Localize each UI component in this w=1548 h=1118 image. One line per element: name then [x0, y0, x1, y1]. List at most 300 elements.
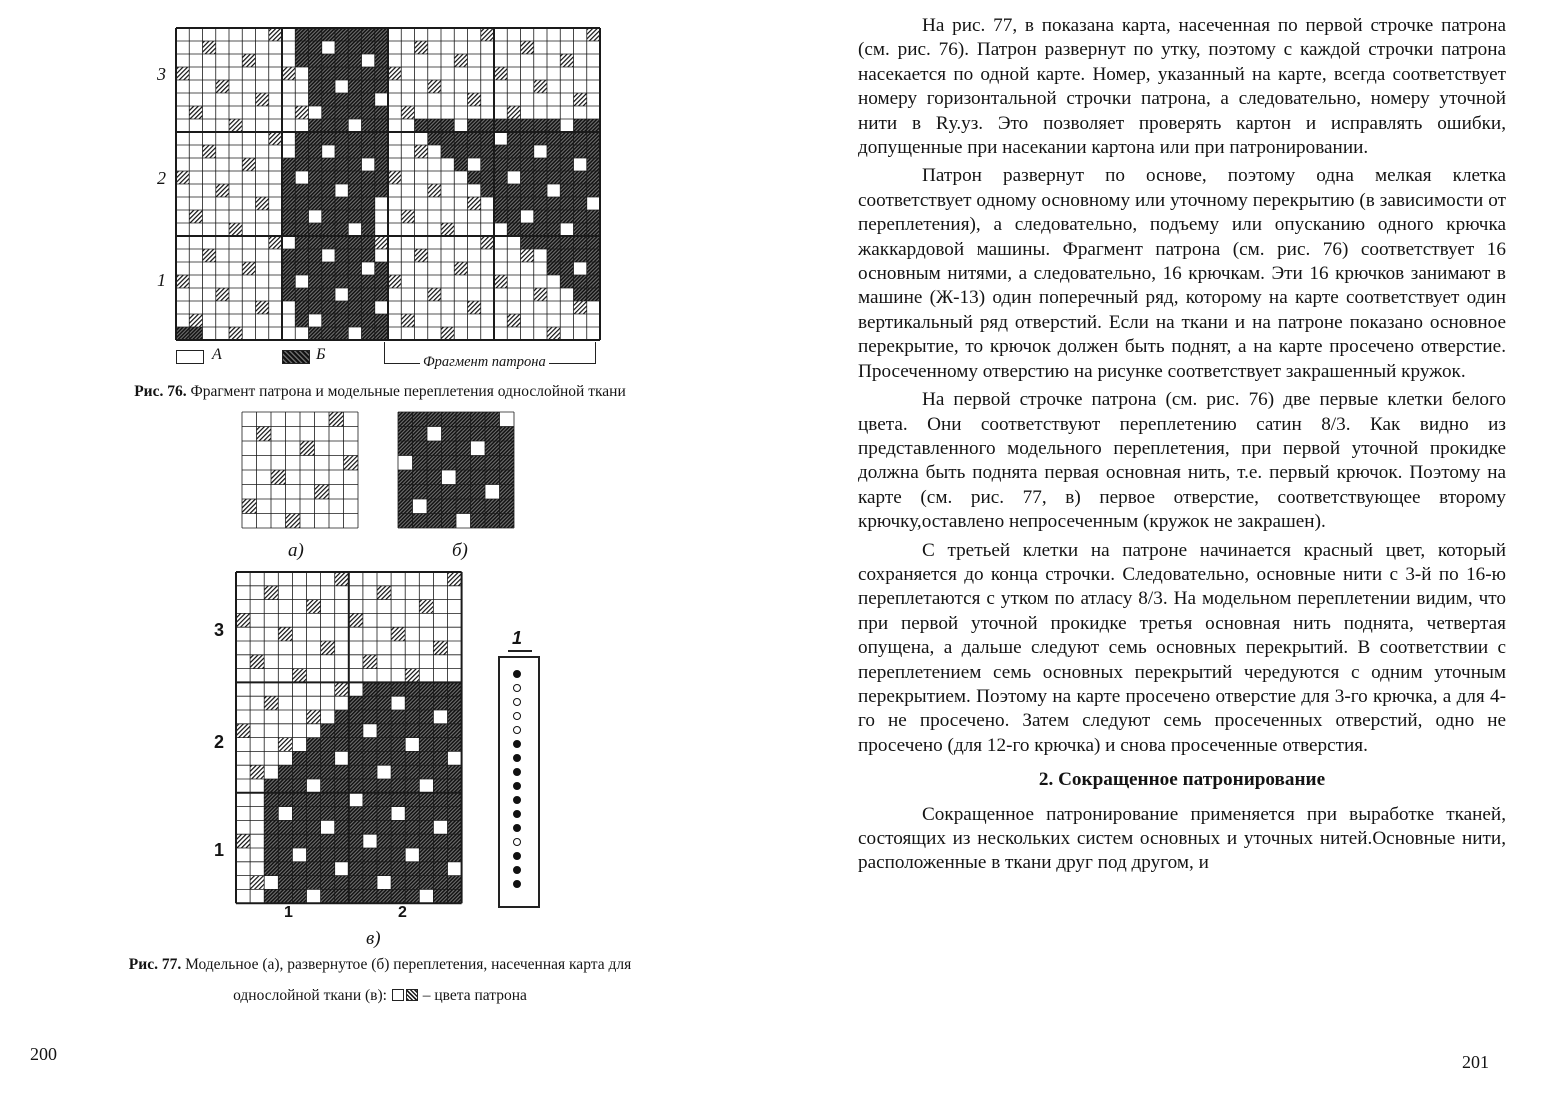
page-number-right: 201 — [1462, 1052, 1489, 1072]
dark-cell — [307, 751, 321, 765]
dark-cell — [560, 132, 573, 145]
dark-cell — [448, 738, 462, 752]
dark-cell — [471, 470, 486, 485]
dark-cell — [433, 779, 447, 793]
dark-cell — [309, 223, 322, 236]
dark-cell — [433, 724, 447, 738]
dark-cell — [295, 28, 308, 41]
dark-cell — [322, 275, 335, 288]
hatched-cell — [388, 171, 401, 184]
dark-cell — [448, 793, 462, 807]
dark-cell — [494, 197, 507, 210]
dark-cell — [295, 288, 308, 301]
dark-cell — [322, 210, 335, 223]
dark-cell — [309, 184, 322, 197]
hatched-cell — [433, 641, 447, 655]
fig77-col-label-2: 2 — [398, 904, 407, 921]
dark-cell — [363, 738, 377, 752]
dark-cell — [282, 184, 295, 197]
dark-cell — [335, 738, 349, 752]
hatched-cell — [335, 572, 349, 586]
dark-cell — [433, 696, 447, 710]
paragraph-5: Сокращенное патронирование применяется при выработке тканей, состоящих из нескольких систем основных и уточных нитей.Основные нити, расположенные в ткани друг под другом, и — [858, 803, 1506, 874]
dark-cell — [362, 288, 375, 301]
dark-cell — [405, 724, 419, 738]
dark-cell — [322, 80, 335, 93]
dark-cell — [587, 171, 600, 184]
dark-cell — [500, 499, 515, 514]
hatched-cell — [269, 236, 282, 249]
hatched-cell — [242, 499, 257, 514]
dark-cell — [292, 820, 306, 834]
dark-cell — [375, 119, 388, 132]
dark-cell — [534, 223, 547, 236]
dark-cell — [322, 119, 335, 132]
dark-cell — [307, 738, 321, 752]
fig76-row-label-2: 2 — [157, 168, 166, 188]
dark-cell — [278, 834, 292, 848]
hatched-cell — [468, 301, 481, 314]
dark-cell — [427, 499, 442, 514]
dark-cell — [362, 93, 375, 106]
dark-cell — [309, 28, 322, 41]
dark-cell — [375, 327, 388, 340]
hatched-cell — [415, 249, 428, 262]
dark-cell — [335, 67, 348, 80]
dark-cell — [574, 197, 587, 210]
dark-cell — [405, 876, 419, 890]
dark-cell — [485, 470, 500, 485]
dark-cell — [468, 132, 481, 145]
hatched-cell — [242, 262, 255, 275]
hatched-cell — [321, 641, 335, 655]
hatched-cell — [454, 54, 467, 67]
dark-cell — [321, 738, 335, 752]
dark-cell — [335, 171, 348, 184]
hatched-cell — [257, 427, 272, 442]
dark-cell — [264, 862, 278, 876]
dark-cell — [427, 456, 442, 471]
dark-cell — [574, 275, 587, 288]
punched-hole — [513, 740, 521, 748]
dark-cell — [282, 158, 295, 171]
dark-cell — [485, 412, 500, 427]
punched-hole — [513, 754, 521, 762]
dark-cell — [500, 427, 515, 442]
dark-cell — [433, 889, 447, 903]
hatched-cell — [307, 710, 321, 724]
dark-cell — [547, 249, 560, 262]
dark-cell — [335, 848, 349, 862]
dark-cell — [419, 751, 433, 765]
hatched-cell — [481, 28, 494, 41]
dark-cell — [587, 275, 600, 288]
dark-cell — [391, 765, 405, 779]
dark-cell — [362, 28, 375, 41]
dark-cell — [282, 275, 295, 288]
dark-cell — [292, 765, 306, 779]
dark-cell — [391, 876, 405, 890]
dark-cell — [282, 210, 295, 223]
hatched-cell — [256, 93, 269, 106]
hatched-cell — [401, 210, 414, 223]
dark-cell — [282, 223, 295, 236]
card-label-underline — [508, 650, 532, 652]
dark-cell — [587, 288, 600, 301]
dark-cell — [321, 862, 335, 876]
dark-cell — [560, 171, 573, 184]
fragment-label: Фрагмент патрона — [420, 354, 549, 371]
dark-cell — [405, 682, 419, 696]
hatched-cell — [176, 67, 189, 80]
card-label: 1 — [512, 628, 523, 648]
dark-cell — [278, 862, 292, 876]
dark-cell — [295, 210, 308, 223]
dark-cell — [335, 41, 348, 54]
hatched-cell — [292, 669, 306, 683]
unpunched-hole — [513, 726, 521, 734]
dark-cell — [349, 779, 363, 793]
dark-cell — [481, 145, 494, 158]
hatched-cell — [329, 412, 344, 427]
dark-cell — [574, 249, 587, 262]
dark-cell — [433, 848, 447, 862]
hatched-cell — [229, 223, 242, 236]
dark-cell — [448, 724, 462, 738]
fig76-pattern-grid — [176, 28, 600, 340]
dark-cell — [507, 145, 520, 158]
dark-cell — [335, 820, 349, 834]
dark-cell — [500, 441, 515, 456]
dark-cell — [335, 197, 348, 210]
dark-cell — [292, 751, 306, 765]
dark-cell — [348, 54, 361, 67]
fig77-row-label-3: 3 — [214, 620, 225, 640]
fig77-caption-prefix: Рис. 77. — [128, 956, 182, 973]
dark-cell — [322, 158, 335, 171]
dark-cell — [433, 807, 447, 821]
punched-hole — [513, 670, 521, 678]
dark-cell — [335, 145, 348, 158]
dark-cell — [398, 514, 413, 529]
hatched-cell — [189, 314, 202, 327]
dark-cell — [398, 499, 413, 514]
hatched-cell — [415, 41, 428, 54]
dark-cell — [456, 499, 471, 514]
dark-cell — [547, 236, 560, 249]
dark-cell — [419, 807, 433, 821]
dark-cell — [335, 765, 349, 779]
dark-cell — [442, 427, 457, 442]
dark-cell — [349, 876, 363, 890]
hatched-cell — [388, 275, 401, 288]
dark-cell — [413, 485, 428, 500]
dark-cell — [292, 862, 306, 876]
dark-cell — [560, 210, 573, 223]
dark-cell — [485, 514, 500, 529]
hatched-cell — [203, 249, 216, 262]
dark-cell — [448, 779, 462, 793]
dark-cell — [375, 67, 388, 80]
dark-cell — [391, 862, 405, 876]
dark-cell — [391, 848, 405, 862]
punched-hole — [513, 768, 521, 776]
dark-cell — [363, 696, 377, 710]
dark-cell — [427, 470, 442, 485]
hatched-cell — [388, 67, 401, 80]
dark-cell — [295, 262, 308, 275]
dark-cell — [574, 236, 587, 249]
dark-cell — [375, 145, 388, 158]
dark-cell — [363, 876, 377, 890]
dark-cell — [348, 236, 361, 249]
dark-cell — [295, 145, 308, 158]
fragment-bracket-right-tick — [595, 342, 596, 364]
dark-cell — [375, 132, 388, 145]
dark-cell — [547, 223, 560, 236]
dark-cell — [335, 119, 348, 132]
dark-cell — [362, 80, 375, 93]
dark-cell — [448, 876, 462, 890]
dark-cell — [521, 236, 534, 249]
dark-cell — [521, 158, 534, 171]
dark-cell — [278, 889, 292, 903]
hatched-cell — [264, 696, 278, 710]
dark-cell — [375, 314, 388, 327]
dark-cell — [481, 171, 494, 184]
dark-cell — [587, 210, 600, 223]
dark-cell — [427, 441, 442, 456]
fig76-caption-text: Фрагмент патрона и модельные переплетения однослойной ткани — [190, 383, 626, 400]
dark-cell — [307, 848, 321, 862]
dark-cell — [362, 210, 375, 223]
dark-cell — [309, 93, 322, 106]
dark-cell — [560, 262, 573, 275]
dark-cell — [362, 132, 375, 145]
dark-cell — [419, 848, 433, 862]
dark-cell — [335, 158, 348, 171]
dark-cell — [295, 197, 308, 210]
hatched-cell — [391, 627, 405, 641]
dark-cell — [309, 236, 322, 249]
dark-cell — [335, 275, 348, 288]
hatched-cell — [335, 682, 349, 696]
dark-cell — [391, 724, 405, 738]
dark-cell — [391, 834, 405, 848]
dark-cell — [375, 41, 388, 54]
dark-cell — [574, 210, 587, 223]
dark-cell — [507, 223, 520, 236]
fig77-row-label-2: 2 — [214, 732, 225, 752]
punched-hole — [513, 824, 521, 832]
dark-cell — [547, 132, 560, 145]
hatched-cell — [242, 54, 255, 67]
dark-cell — [321, 876, 335, 890]
dark-cell — [295, 54, 308, 67]
fig77-col-label-1: 1 — [284, 904, 293, 921]
dark-cell — [419, 724, 433, 738]
dark-cell — [363, 779, 377, 793]
dark-cell — [481, 119, 494, 132]
dark-cell — [335, 779, 349, 793]
dark-cell — [349, 834, 363, 848]
dark-cell — [309, 327, 322, 340]
dark-cell — [335, 807, 349, 821]
dark-cell — [427, 485, 442, 500]
dark-cell — [442, 441, 457, 456]
hatched-cell — [216, 184, 229, 197]
dark-cell — [322, 327, 335, 340]
dark-cell — [456, 441, 471, 456]
hatched-cell — [300, 441, 315, 456]
dark-cell — [362, 236, 375, 249]
dark-cell — [295, 223, 308, 236]
dark-cell — [587, 132, 600, 145]
dark-cell — [348, 288, 361, 301]
dark-cell — [375, 184, 388, 197]
hatched-cell — [282, 67, 295, 80]
dark-cell — [427, 514, 442, 529]
dark-cell — [534, 158, 547, 171]
dark-cell — [415, 119, 428, 132]
dark-cell — [362, 223, 375, 236]
dark-cell — [335, 236, 348, 249]
dark-cell — [309, 41, 322, 54]
dark-cell — [363, 889, 377, 903]
dark-cell — [419, 696, 433, 710]
dark-cell — [419, 793, 433, 807]
dark-cell — [547, 119, 560, 132]
hatched-cell — [278, 738, 292, 752]
hatched-cell — [401, 314, 414, 327]
dark-cell — [348, 210, 361, 223]
dark-cell — [335, 249, 348, 262]
dark-cell — [398, 412, 413, 427]
dark-cell — [362, 275, 375, 288]
dark-cell — [349, 751, 363, 765]
hatched-cell — [494, 275, 507, 288]
dark-cell — [405, 862, 419, 876]
fig76-caption-prefix: Рис. 76. — [134, 383, 187, 400]
dark-cell — [295, 132, 308, 145]
dark-cell — [295, 301, 308, 314]
dark-cell — [413, 514, 428, 529]
dark-cell — [309, 145, 322, 158]
dark-cell — [375, 288, 388, 301]
dark-cell — [405, 779, 419, 793]
dark-cell — [442, 485, 457, 500]
dark-cell — [335, 710, 349, 724]
dark-cell — [587, 158, 600, 171]
dark-cell — [321, 724, 335, 738]
dark-cell — [348, 67, 361, 80]
dark-cell — [433, 682, 447, 696]
dark-cell — [448, 820, 462, 834]
dark-cell — [521, 184, 534, 197]
dark-cell — [433, 738, 447, 752]
dark-cell — [468, 145, 481, 158]
dark-cell — [494, 119, 507, 132]
dark-cell — [456, 485, 471, 500]
dark-cell — [348, 41, 361, 54]
page-number-left: 200 — [30, 1044, 57, 1064]
hatched-cell — [203, 41, 216, 54]
dark-cell — [348, 314, 361, 327]
dark-cell — [264, 807, 278, 821]
hatched-cell — [278, 627, 292, 641]
dark-cell — [534, 132, 547, 145]
dark-cell — [574, 119, 587, 132]
dark-cell — [348, 262, 361, 275]
hatched-cell — [448, 572, 462, 586]
dark-cell — [405, 889, 419, 903]
dark-cell — [377, 889, 391, 903]
dark-cell — [349, 765, 363, 779]
dark-cell — [322, 236, 335, 249]
dark-cell — [375, 262, 388, 275]
dark-cell — [574, 223, 587, 236]
unpunched-hole — [513, 684, 521, 692]
dark-cell — [348, 301, 361, 314]
dark-cell — [574, 184, 587, 197]
dark-cell — [295, 184, 308, 197]
dark-cell — [322, 67, 335, 80]
hatched-cell — [574, 93, 587, 106]
dark-cell — [481, 184, 494, 197]
dark-cell — [534, 236, 547, 249]
dark-cell — [547, 262, 560, 275]
dark-cell — [433, 765, 447, 779]
dark-cell — [500, 456, 515, 471]
dark-cell — [363, 751, 377, 765]
dark-cell — [278, 779, 292, 793]
dark-cell — [413, 470, 428, 485]
hatched-cell — [454, 262, 467, 275]
dark-cell — [309, 54, 322, 67]
hatched-cell — [256, 197, 269, 210]
dark-cell — [587, 223, 600, 236]
fig77-caption-line1 — [60, 955, 700, 975]
dark-cell — [377, 710, 391, 724]
punched-hole — [513, 880, 521, 888]
dark-cell — [507, 184, 520, 197]
dark-cell — [322, 28, 335, 41]
dark-cell — [363, 848, 377, 862]
dark-cell — [471, 499, 486, 514]
hatched-cell — [441, 223, 454, 236]
dark-cell — [454, 145, 467, 158]
fig77-card-grid — [236, 572, 462, 904]
dark-cell — [295, 236, 308, 249]
dark-cell — [278, 793, 292, 807]
right-page — [770, 0, 1548, 1118]
dark-cell — [309, 275, 322, 288]
dark-cell — [264, 793, 278, 807]
hatched-cell — [269, 132, 282, 145]
hatched-cell — [229, 327, 242, 340]
dark-cell — [587, 145, 600, 158]
dark-cell — [292, 889, 306, 903]
dark-cell — [375, 28, 388, 41]
legend-hatched-square-icon — [406, 989, 418, 1001]
dark-cell — [441, 119, 454, 132]
dark-cell — [427, 412, 442, 427]
unfolded-weave-grid-b — [398, 412, 514, 528]
hatched-cell — [419, 600, 433, 614]
label-v: в) — [366, 928, 381, 949]
hatched-cell — [236, 834, 250, 848]
hatched-cell — [468, 93, 481, 106]
